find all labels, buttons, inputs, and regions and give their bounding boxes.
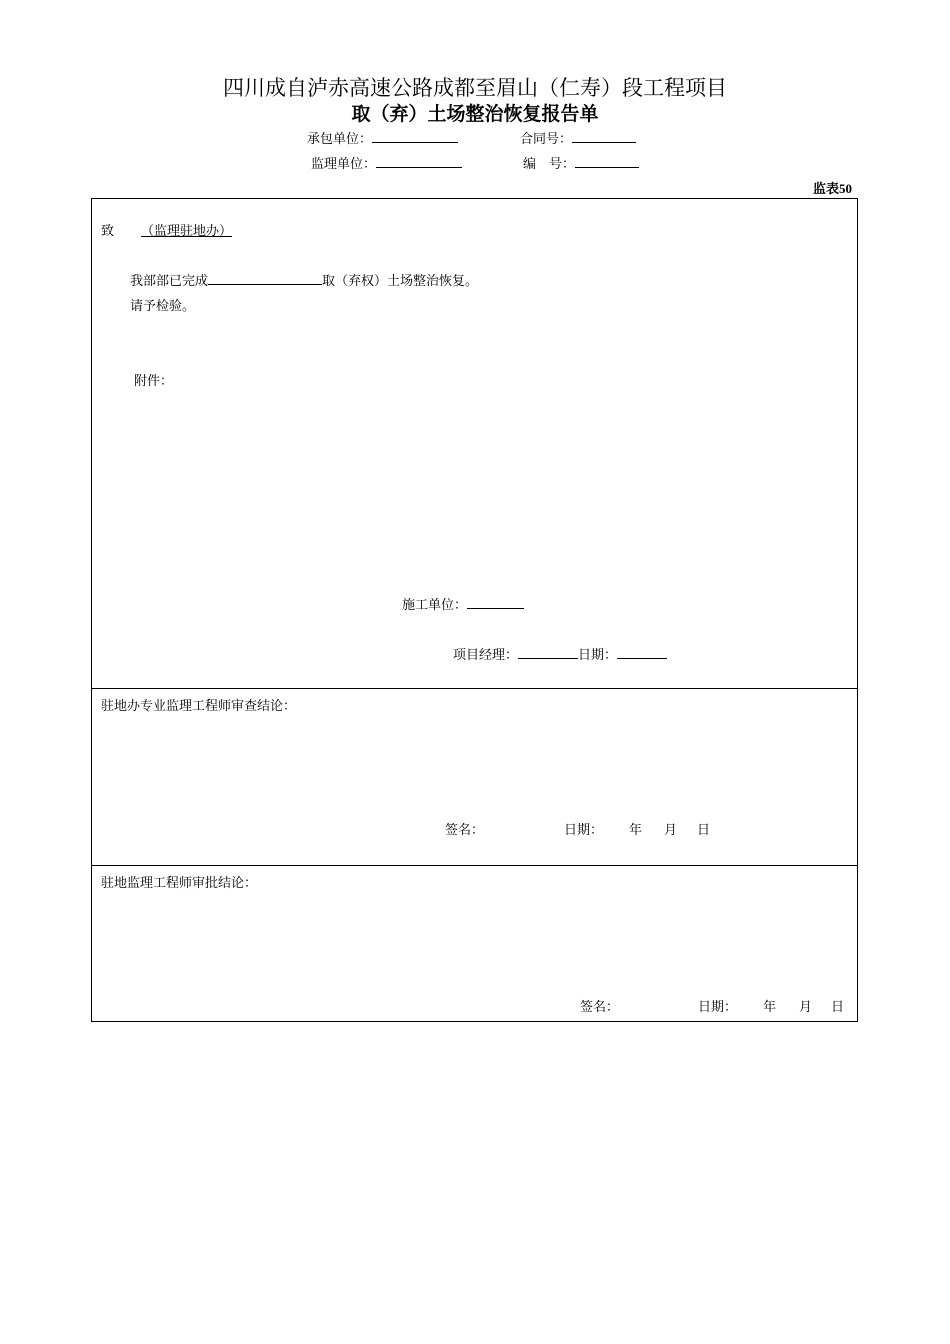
section2-sign-label: 签名： xyxy=(445,822,485,837)
section2-month: 月 xyxy=(664,822,678,837)
form-title: 取（弃）土场整治恢复报告单 xyxy=(351,104,599,125)
serial-no-label: 编 号： xyxy=(523,156,576,171)
supervisor-label: 监理单位： xyxy=(311,156,377,171)
attachment-label: 附件： xyxy=(134,373,174,388)
contractor-label: 承包单位： xyxy=(307,131,373,146)
section3-date-label: 日期： xyxy=(698,999,738,1014)
section3-heading: 驻地监理工程师审批结论： xyxy=(101,875,258,890)
supervisor-field[interactable] xyxy=(376,154,462,168)
section-divider-2 xyxy=(91,865,858,866)
project-title: 四川成自泸赤高速公路成都至眉山（仁寿）段工程项目 xyxy=(223,76,727,100)
section-divider-1 xyxy=(91,688,858,689)
section2-date-label: 日期： xyxy=(564,822,604,837)
contractor-row xyxy=(307,128,458,147)
section3-year: 年 xyxy=(763,999,777,1014)
manager-field[interactable] xyxy=(518,645,578,659)
contractor-field[interactable] xyxy=(372,129,458,143)
supervisor-row xyxy=(311,153,462,172)
section2-year: 年 xyxy=(629,822,643,837)
date-label: 日期： xyxy=(578,647,618,662)
site-name-field[interactable] xyxy=(208,271,322,285)
contract-no-field[interactable] xyxy=(572,129,636,143)
section2-day: 日 xyxy=(697,822,711,837)
section3-sign-label: 签名： xyxy=(580,999,620,1014)
contract-no-label: 合同号： xyxy=(520,131,573,146)
body-suffix: 取（弃权）土场整治恢复。 xyxy=(322,273,479,288)
construction-unit-label: 施工单位： xyxy=(402,597,468,612)
contract-no-row xyxy=(520,128,636,147)
section3-month: 月 xyxy=(799,999,813,1014)
section2-heading: 驻地办专业监理工程师审查结论： xyxy=(101,698,297,713)
date-field[interactable] xyxy=(617,645,667,659)
manager-label: 项目经理： xyxy=(453,647,519,662)
addressee-line xyxy=(101,220,256,239)
manager-date-row xyxy=(453,644,667,663)
to-prefix: 致 xyxy=(101,223,115,238)
inspection-request: 请予检验。 xyxy=(130,298,196,313)
body-prefix: 我部部已完成 xyxy=(130,273,209,288)
serial-no-field[interactable] xyxy=(575,154,639,168)
construction-unit-field[interactable] xyxy=(467,595,524,609)
completion-statement xyxy=(130,270,478,289)
to-recipient[interactable]: （监理驻地办） xyxy=(141,223,233,238)
serial-no-row xyxy=(523,153,639,172)
section3-day: 日 xyxy=(831,999,845,1014)
construction-unit-row xyxy=(402,594,524,613)
table-number: 监表50 xyxy=(812,181,852,196)
